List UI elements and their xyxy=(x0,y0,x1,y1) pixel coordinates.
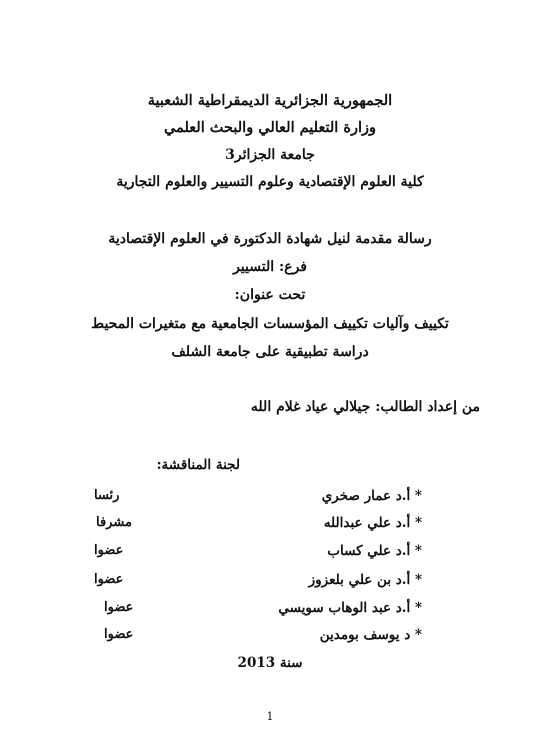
republic-heading: الجمهورية الجزائرية الديمقراطية الشعبية xyxy=(147,92,393,109)
member-role: عضوا xyxy=(104,627,134,642)
ministry-heading: وزارة التعليم العالي والبحث العلمي xyxy=(164,119,376,136)
title-label: تحت عنوان: xyxy=(234,287,306,303)
degree-line: رسالة مقدمة لنيل شهادة الدكتورة في العلوم الإقتصادية xyxy=(108,231,432,247)
faculty-heading: كلية العلوم الإقتصادية وعلوم التسيير والعلوم التجارية xyxy=(116,174,424,190)
committee-member xyxy=(0,488,540,510)
committee-member xyxy=(0,543,540,565)
member-name: * أ.د بن علي بلعزوز xyxy=(308,572,422,588)
member-role: عضوا xyxy=(94,543,124,558)
member-role: مشرفا xyxy=(96,515,132,530)
member-role: رئسا xyxy=(94,488,120,503)
committee-member xyxy=(0,600,540,622)
page-number: 1 xyxy=(266,710,274,723)
university-heading: جامعة الجزائر3 xyxy=(225,147,315,163)
year-line: سنة 2013 xyxy=(237,655,303,671)
member-role: عضوا xyxy=(94,572,124,587)
thesis-title: تكييف وآليات تكييف المؤسسات الجامعية مع متغيرات المحيط xyxy=(91,316,449,332)
member-name: * أ.د علي عبدالله xyxy=(323,515,422,531)
committee-member xyxy=(0,515,540,537)
committee-member xyxy=(0,627,540,649)
member-name: * أ.د عبد الوهاب سويسي xyxy=(278,600,422,616)
committee-member xyxy=(0,572,540,594)
member-name: * أ.د علي كساب xyxy=(327,543,422,559)
member-name: * أ.د عمار صخري xyxy=(321,488,422,504)
branch-line: فرع: التسيير xyxy=(233,259,307,275)
member-role: عضوا xyxy=(104,600,134,615)
member-name: * د يوسف بومدين xyxy=(319,627,422,643)
thesis-subtitle: دراسة تطبيقية على جامعة الشلف xyxy=(171,344,369,360)
committee-label: لجنة المناقشة: xyxy=(156,457,240,473)
author-line: من إعداد الطالب: جيلالي عياد غلام الله xyxy=(250,399,480,415)
